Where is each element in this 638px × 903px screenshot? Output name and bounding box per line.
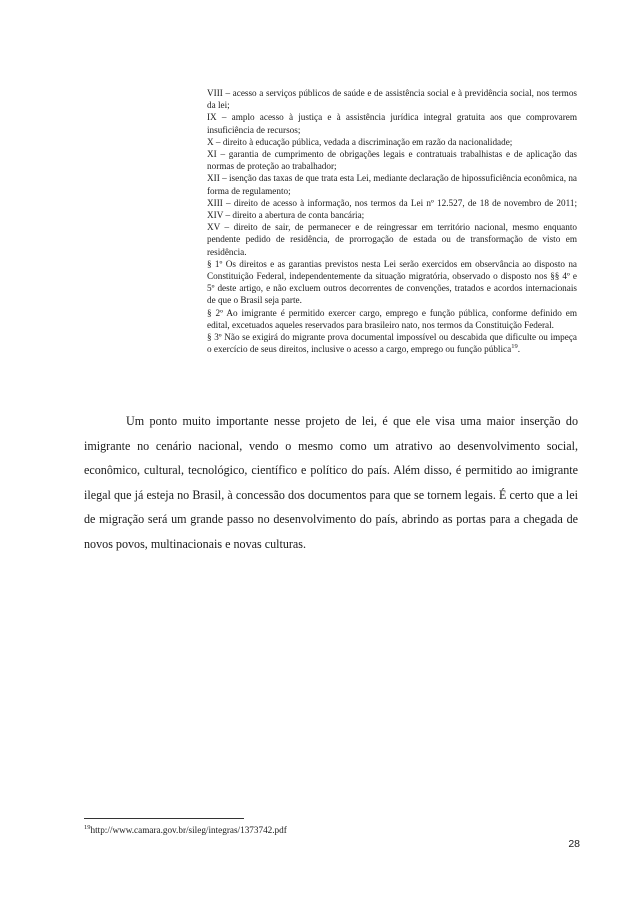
quote-paragraph-3-text: § 3º Não se exigirá do migrante prova documental impossível ou descabida que dificulte ou impeça o exercício de seus direitos, inclusive o acesso a cargo, emprego ou função pública — [207, 332, 577, 355]
quote-paragraph-1: § 1º Os direitos e as garantias previstos nesta Lei serão exercidos em observância ao disposto na Constituição Federal, independentemente da situação migratória, observado o disposto nos §§ 4º e 5º deste artigo, e não excluem outros decorrentes de convenções, tratados e acordos internacionais de que o Brasil seja parte. — [207, 258, 577, 306]
body-text — [84, 409, 578, 556]
quote-item-xiii-xiv: XIII – direito de acesso à informação, nos termos da Lei nº 12.527, de 18 de novembro de 2011; XIV – direito a abertura de conta bancária; — [207, 197, 577, 221]
quote-paragraph-2: § 2º Ao imigrante é permitido exercer cargo, emprego e função pública, conforme definido em edital, excetuados aqueles reservados para brasileiro nato, nos termos da Constituição Federal. — [207, 307, 577, 330]
quote-item-viii: VIII – acesso a serviços públicos de saúde e de assistência social e à previdência social, nos termos da lei; — [207, 88, 577, 111]
quote-paragraph-3-end: . — [517, 344, 520, 355]
page-number: 28 — [568, 838, 580, 850]
quote-item-xi: XI – garantia de cumprimento de obrigações legais e contratuais trabalhistas e de aplicação das normas de proteção ao trabalhador; — [207, 149, 577, 172]
footnote-separator — [84, 818, 244, 819]
quote-item-xii: XII – isenção das taxas de que trata esta Lei, mediante declaração de hipossuficiência econômica, na forma de regulamento; — [207, 173, 577, 196]
quote-item-ix: IX – amplo acesso à justiça e à assistência jurídica integral gratuita aos que comprovarem insuficiência de recursos; — [207, 112, 577, 135]
quote-item-xv: XV – direito de sair, de permanecer e de reingressar em território nacional, mesmo enquanto pendente pedido de residência, de prorrogação de estada ou de transformação de visto em residência. — [207, 222, 577, 257]
quote-paragraph-3 — [207, 331, 577, 355]
body-paragraph: Um ponto muito importante nesse projeto de lei, é que ele visa uma maior inserção do imigrante no cenário nacional, vendo o mesmo como um atrativo ao desenvolvimento social, econômico, cultural, tecnológico, científico e político do país. Além disso, é permitido ao imigrante ilegal que já esteja no Brasil, à concessão dos documentos para que se tornem legais. É certo que a lei de migração será um grande passo no desenvolvimento do país, abrindo as portas para a chegada de novos povos, multinacionais e novas culturas. — [84, 414, 578, 551]
footnote-reference[interactable]: 19 — [511, 343, 518, 351]
footnote — [84, 824, 287, 836]
law-quote-block — [207, 87, 577, 355]
footnote-link[interactable]: http://www.camara.gov.br/sileg/integras/1373742.pdf — [90, 825, 287, 835]
quote-item-x: X – direito à educação pública, vedada a discriminação em razão da nacionalidade; — [207, 136, 513, 147]
footnote-number: 19 — [84, 823, 91, 831]
